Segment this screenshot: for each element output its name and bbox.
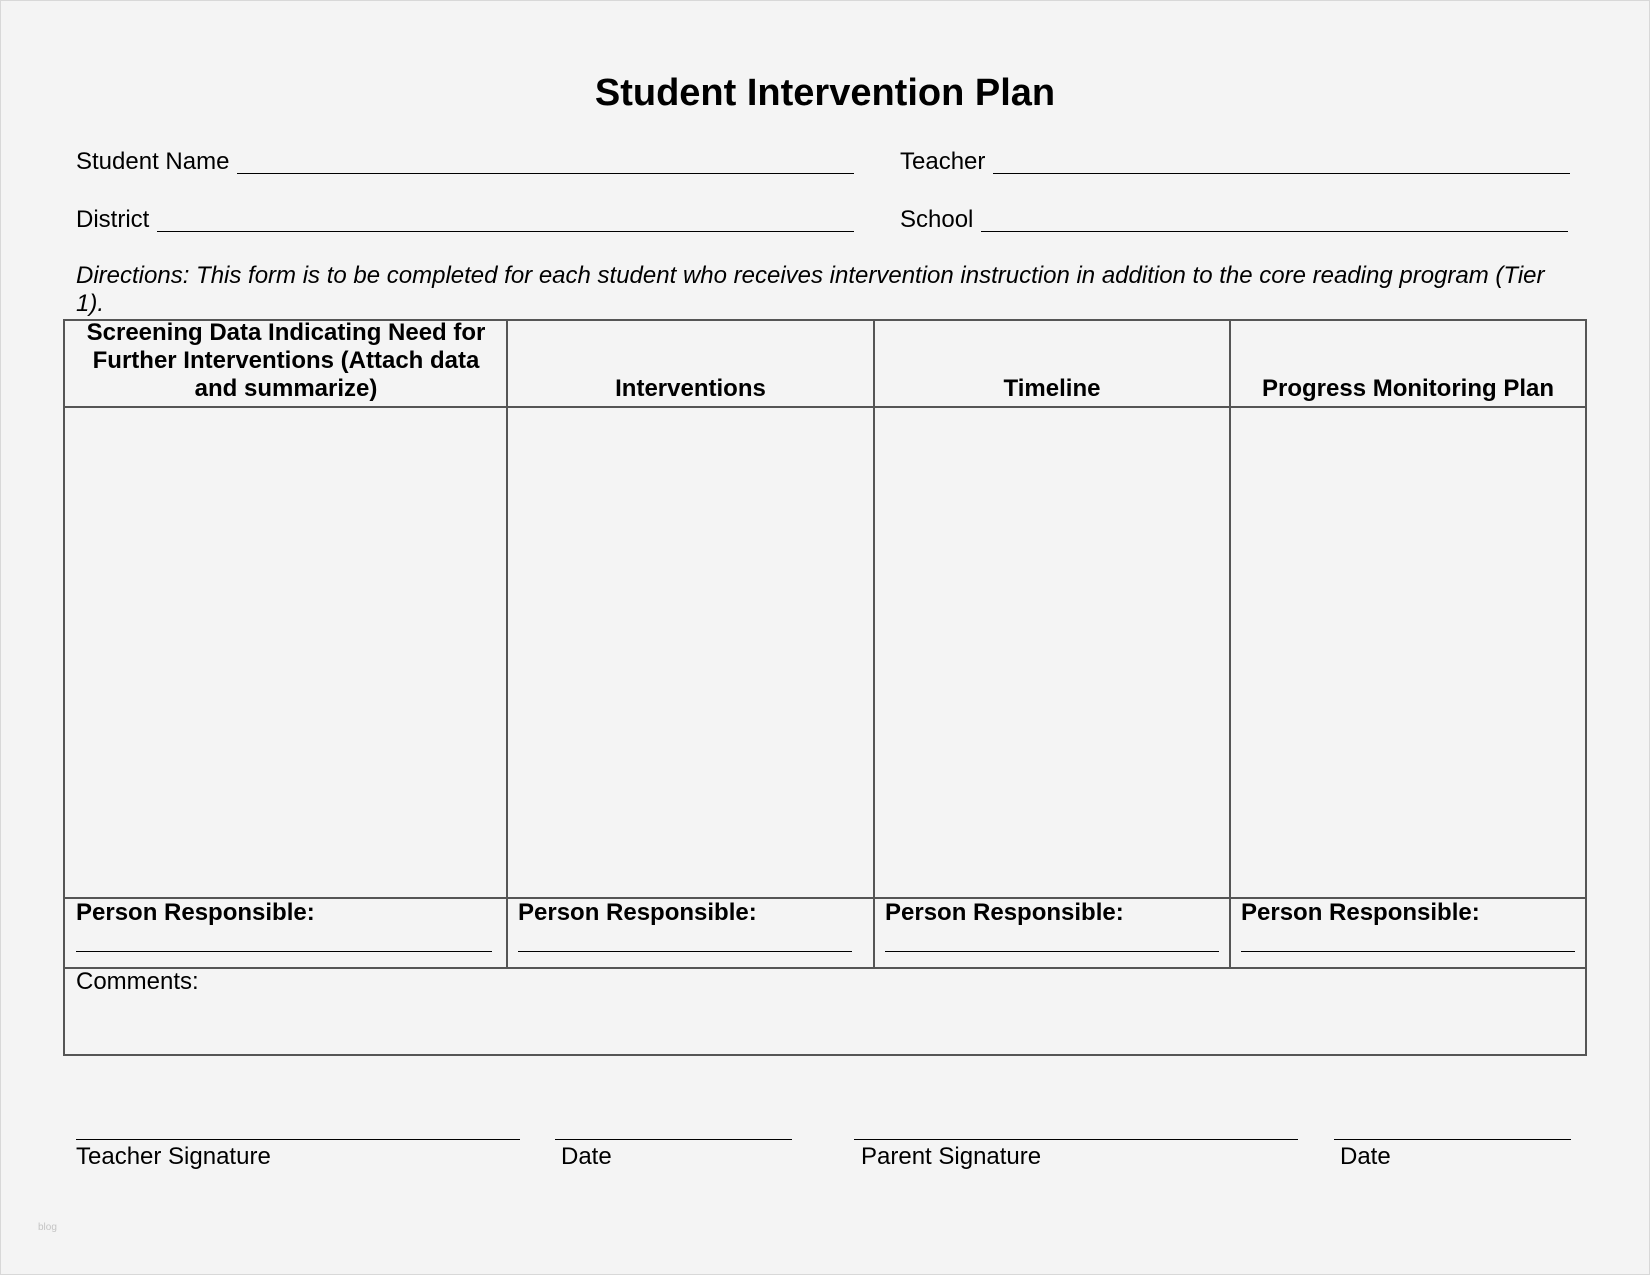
person-responsible-label-3: Person Responsible:	[885, 899, 1124, 926]
person-responsible-line-3[interactable]	[885, 950, 1219, 952]
teacher-signature-line[interactable]	[76, 1138, 520, 1140]
date-label-2: Date	[1340, 1143, 1391, 1170]
school-label: School	[900, 206, 974, 233]
comments-label: Comments:	[76, 968, 199, 995]
teacher-line[interactable]	[993, 172, 1570, 174]
person-responsible-line-2[interactable]	[518, 950, 852, 952]
district-label: District	[76, 206, 150, 233]
person-responsible-label-2: Person Responsible:	[518, 899, 757, 926]
directions-text: Directions: This form is to be completed for each student who receives intervention instruction in addition to the core reading program (Tier 1).	[76, 262, 1545, 317]
person-responsible-label-1: Person Responsible:	[76, 899, 315, 926]
cell-progress-monitoring[interactable]	[1231, 408, 1585, 897]
date-label-1: Date	[561, 1143, 612, 1170]
student-name-line[interactable]	[237, 172, 854, 174]
teacher-label: Teacher	[900, 148, 986, 175]
responsible-bottom-border	[63, 967, 1587, 969]
comments-area[interactable]	[65, 1000, 1585, 1054]
school-line[interactable]	[981, 230, 1568, 232]
school-field[interactable]	[900, 198, 1568, 234]
header-progress-monitoring-plan: Progress Monitoring Plan	[1261, 375, 1555, 402]
header-interventions: Interventions	[615, 375, 766, 402]
person-responsible-label-4: Person Responsible:	[1241, 899, 1480, 926]
date-line-2[interactable]	[1334, 1138, 1571, 1140]
person-responsible-line-4[interactable]	[1241, 950, 1575, 952]
date-line-1[interactable]	[555, 1138, 792, 1140]
student-name-field[interactable]	[76, 140, 854, 176]
district-line[interactable]	[157, 230, 854, 232]
parent-signature-line[interactable]	[854, 1138, 1298, 1140]
table-right-border	[1585, 319, 1587, 1056]
teacher-signature-label: Teacher Signature	[76, 1143, 271, 1170]
parent-signature-label: Parent Signature	[861, 1143, 1042, 1170]
watermark: blog	[38, 1222, 57, 1233]
header-screening-data: Screening Data Indicating Need for Further Interventions (Attach data and summarize)	[86, 319, 486, 402]
student-name-label: Student Name	[76, 148, 230, 175]
cell-timeline[interactable]	[875, 408, 1229, 897]
person-responsible-line-1[interactable]	[76, 950, 492, 952]
district-field[interactable]	[76, 198, 854, 234]
header-timeline: Timeline	[1003, 375, 1101, 402]
page-title: Student Intervention Plan	[594, 72, 1056, 114]
teacher-field[interactable]	[900, 140, 1570, 176]
cell-interventions[interactable]	[508, 408, 873, 897]
table-bottom-border	[63, 1054, 1587, 1056]
cell-screening-data[interactable]	[65, 408, 506, 897]
